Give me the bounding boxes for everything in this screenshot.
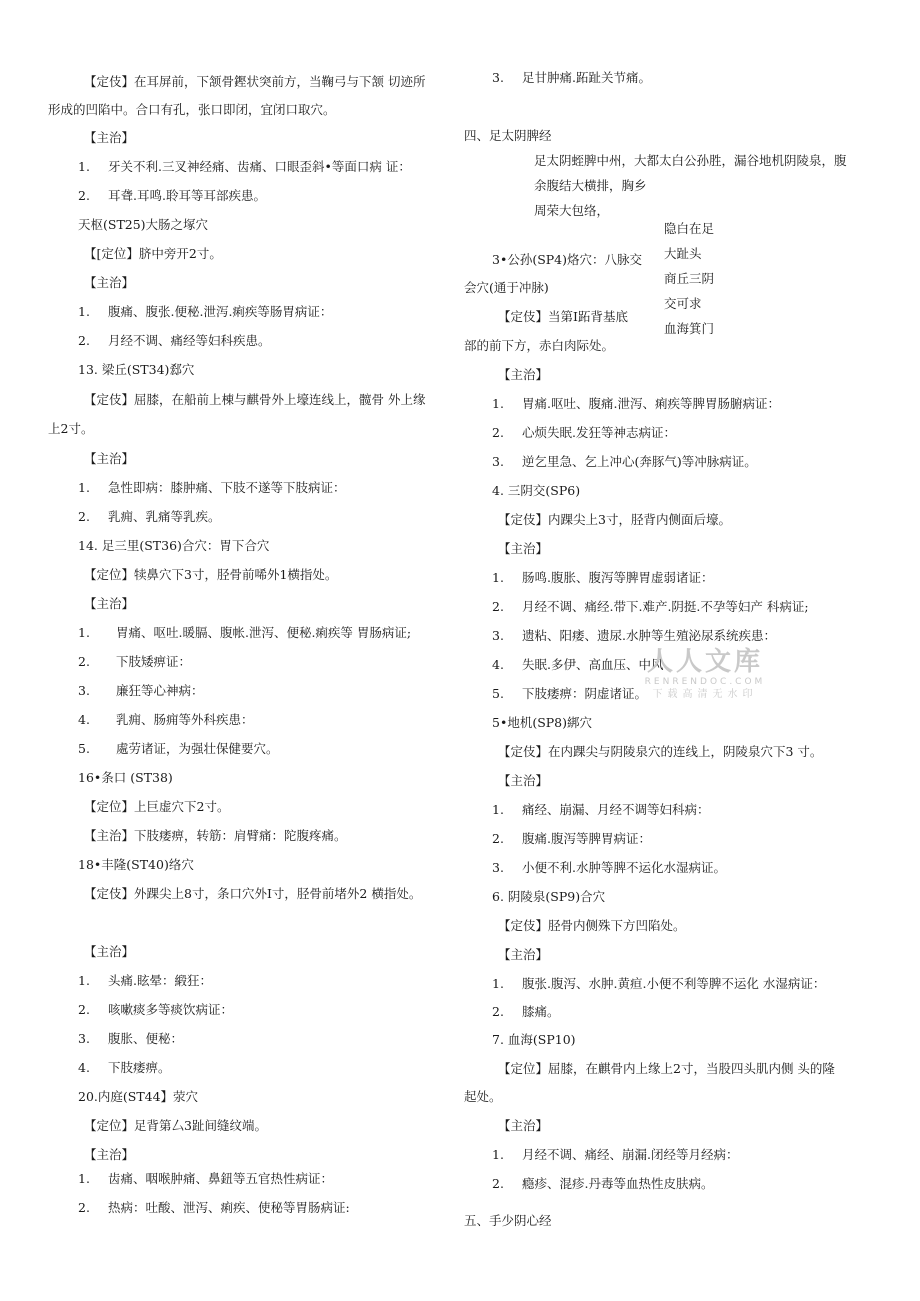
list-text: 下肢痿痹。	[108, 1060, 171, 1075]
list-text: 下肢痿痹：阴虚诸证。	[522, 686, 648, 701]
list-text: 月经不调、痛经等妇科疾患。	[108, 333, 271, 348]
list-text: 逆乞里急、乞上冲心(奔豚气)等冲脉病证。	[522, 454, 757, 469]
list-text: 热病：吐酸、泄泻、痢疾、使秘等胃肠病证:	[108, 1200, 350, 1215]
definition-text: 形成的凹陷中。合口有孔，张口即闭，宜闭口取穴。	[48, 102, 336, 117]
list-item	[78, 625, 411, 641]
definition-text: 【定位】足背第厶3趾间缝纹端。	[84, 1118, 267, 1133]
list-number: 1.	[492, 396, 504, 411]
section-label: 【主治】	[84, 944, 135, 959]
acupoint-heading: 5•地机(SP8)綁穴	[492, 715, 593, 730]
watermark-url: RENRENDOC.COM	[644, 677, 766, 687]
list-item	[78, 509, 221, 525]
list-text: 痛经、崩漏、月经不调等妇科病：	[522, 802, 710, 817]
list-text: 月经不调、痛经、崩漏.闭经等月经病：	[522, 1147, 739, 1162]
list-number: 1.	[78, 159, 90, 174]
list-item	[492, 686, 647, 702]
list-number: 1.	[492, 976, 504, 991]
list-number: 1.	[492, 802, 504, 817]
list-text: 胃痛.呕吐、腹痛.泄泻、痢疾等脾胃肠腑病证：	[522, 396, 780, 411]
section-label: 【主治】	[498, 1118, 549, 1133]
list-item	[78, 304, 332, 320]
definition-text: 【定伎】在耳屏前，下颔骨鏗状突前方，当鞠弓与下颔 切迹所	[84, 74, 426, 89]
list-number: 2.	[78, 1002, 90, 1017]
list-text: 膝痛。	[522, 1004, 560, 1019]
definition-text: 【定伎】在内踝尖与阴陵泉穴的连线上，阴陵泉穴下3 寸。	[498, 744, 823, 759]
list-number: 1.	[78, 1171, 90, 1186]
chapter-heading: 四、足太阴脾经	[464, 128, 552, 143]
list-item	[492, 454, 757, 470]
list-number: 2.	[78, 654, 90, 669]
list-item	[78, 188, 266, 204]
verse-text: 大趾头	[664, 246, 702, 261]
section-label: 【主治】	[498, 367, 549, 382]
list-item	[492, 396, 780, 412]
verse-text: 余腹结大横排，胸乡	[534, 178, 647, 193]
verse-text: 周荣大包络，	[534, 203, 610, 218]
section-label: 【主治】	[84, 275, 135, 290]
acupoint-heading: 3•公孙(SP4)烙穴：八脉交	[492, 252, 643, 267]
acupoint-heading: 4. 三阴交(SP6)	[492, 483, 581, 498]
definition-text: 【主治】下肢痿痹，转筋：肩臂痛：陀腹疼痛。	[84, 828, 347, 843]
acupoint-heading: 6. 阴陵泉(SP9)合穴	[492, 889, 606, 904]
verse-text: 商丘三阴	[664, 271, 715, 286]
list-text: 腹痛、腹张.便秘.泄泻.痢疾等肠胃病证：	[108, 304, 333, 319]
definition-text: 【定位】屈膝，在麒骨内上缘上2寸，当股四头肌内侧 头的隆	[498, 1061, 835, 1076]
list-item	[78, 741, 279, 757]
list-item	[492, 1147, 738, 1163]
list-number: 2.	[78, 1200, 90, 1215]
list-number: 3.	[492, 70, 504, 85]
definition-text: 起处。	[464, 1089, 502, 1104]
acupoint-heading: 7. 血海(SP10)	[492, 1032, 576, 1047]
definition-text: 上2寸。	[48, 421, 94, 436]
list-number: 3.	[492, 860, 504, 875]
list-item	[78, 1060, 171, 1076]
list-item	[78, 480, 346, 496]
list-text: 头痛.眩晕：緞狂：	[108, 973, 212, 988]
list-item	[492, 425, 676, 441]
list-item	[492, 657, 663, 673]
definition-text: 【[定位】脐中旁开2寸。	[84, 246, 222, 261]
list-text: 腹胀、便秘：	[108, 1031, 184, 1046]
list-item	[78, 1031, 183, 1047]
list-number: 2.	[492, 1004, 504, 1019]
list-text: 失眠.多伊、高血压、中风	[522, 657, 664, 672]
list-number: 1.	[78, 304, 90, 319]
list-text: 月经不调、痛经.带下.难产.阴挺.不孕等妇产 科病证;	[522, 599, 809, 614]
list-number: 1.	[492, 570, 504, 585]
section-label: 【主治】	[84, 451, 135, 466]
list-number: 1.	[78, 625, 90, 640]
list-item	[492, 1004, 560, 1020]
list-number: 5.	[78, 741, 90, 756]
list-item	[492, 860, 726, 876]
verse-text: 足太阴蛭脾中州，大都太白公孙胜，漏谷地机阴陵泉，腹	[534, 153, 847, 168]
acupoint-heading: 天枢(ST25)大肠之塚穴	[78, 217, 209, 232]
list-number: 2.	[78, 188, 90, 203]
section-label: 【主治】	[84, 130, 135, 145]
definition-text: 部的前下方，赤白肉际处。	[464, 338, 615, 353]
watermark-tagline: 下载高清无水印	[652, 689, 758, 700]
list-text: 耳聋.耳鸣.聆耳等耳部疾患。	[108, 188, 266, 203]
list-number: 1.	[78, 480, 90, 495]
list-text: 急性即病：膝肿痛、下肢不遂等下肢病证：	[108, 480, 346, 495]
list-item	[492, 570, 713, 586]
section-label: 【主治】	[84, 1147, 135, 1162]
list-number: 3.	[78, 1031, 90, 1046]
verse-text: 血海箕门	[664, 321, 715, 336]
list-text: 乳痈、乳痛等乳疾。	[108, 509, 221, 524]
definition-text: 【定伎】内踝尖上3寸，胫背内侧面后壕。	[498, 512, 731, 527]
list-number: 2.	[492, 599, 504, 614]
list-number: 3.	[492, 454, 504, 469]
list-text: 廉狂等心神病：	[116, 683, 204, 698]
section-label: 【主治】	[498, 947, 549, 962]
list-item	[78, 1171, 333, 1187]
acupoint-heading: 18•丰隆(ST40)络穴	[78, 857, 194, 872]
list-item	[78, 1002, 233, 1018]
acupoint-heading: 会穴(通于冲脉)	[464, 280, 549, 295]
list-number: 4.	[78, 712, 90, 727]
definition-text: 【定位】上巨虚穴下2寸。	[84, 799, 230, 814]
list-text: 咳嗽痰多等痰饮病证：	[108, 1002, 234, 1017]
list-item	[78, 683, 204, 699]
verse-text: 交可求	[664, 296, 702, 311]
list-text: 乳痈、肠痈等外科疾患：	[116, 712, 254, 727]
list-text: 腹张.腹泻、水肿.黄疸.小便不利等脾不运化 水湿病证：	[522, 976, 826, 991]
list-item	[492, 1176, 713, 1192]
section-label: 【主治】	[84, 596, 135, 611]
definition-text: 【定伎】屈膝，在船前上棟与麒骨外上壕连线上，髋骨 外上缘	[84, 392, 426, 407]
list-item	[492, 831, 651, 847]
chapter-heading: 五、手少阴心经	[464, 1213, 552, 1228]
list-number: 2.	[492, 831, 504, 846]
list-number: 2.	[492, 425, 504, 440]
list-number: 4.	[492, 657, 504, 672]
list-text: 瘾疹、混疹.丹毒等血热性皮肤病。	[522, 1176, 714, 1191]
list-number: 1.	[492, 1147, 504, 1162]
acupoint-heading: 20.内庭(ST44】荥穴	[78, 1089, 199, 1104]
list-item	[492, 976, 825, 992]
list-text: 下肢矮痹证：	[116, 654, 192, 669]
list-item	[492, 628, 776, 644]
list-text: 遗粘、阳痿、遗尿.水肿等生殖泌尿系统疾患：	[522, 628, 776, 643]
list-text: 處劳诸证，为强壮保健要穴。	[116, 741, 279, 756]
definition-text: 【定伎】胫骨内侧殊下方凹陷处。	[498, 918, 686, 933]
list-number: 2.	[492, 1176, 504, 1191]
list-item	[492, 599, 809, 615]
list-text: 腹痛.腹泻等脾胃病证：	[522, 831, 651, 846]
list-number: 3.	[78, 683, 90, 698]
list-text: 心烦失眠.发狂等神志病证：	[522, 425, 676, 440]
list-item	[78, 712, 254, 728]
list-item	[78, 159, 411, 175]
list-number: 1.	[78, 973, 90, 988]
definition-text: 【定伎】外踝尖上8寸，条口穴外I寸，胫骨前堵外2 横指处。	[84, 886, 422, 901]
list-text: 齿痛、咽喉肿痛、鼻鈕等五官热性病证：	[108, 1171, 334, 1186]
list-number: 5.	[492, 686, 504, 701]
acupoint-heading: 13. 梁丘(ST34)郄穴	[78, 362, 195, 377]
list-text: 胃痛、呕吐.暖膈、腹帐.泄泻、便秘.痢疾等 胃肠病证;	[116, 625, 412, 640]
list-number: 3.	[492, 628, 504, 643]
list-item	[78, 1200, 350, 1216]
list-item	[78, 973, 212, 989]
list-number: 2.	[78, 333, 90, 348]
list-item	[78, 333, 271, 349]
definition-text: 【定伎】当第I跖背基底	[498, 309, 628, 324]
list-item	[492, 70, 651, 86]
section-label: 【主治】	[498, 541, 549, 556]
acupoint-heading: 16•条口 (ST38)	[78, 770, 173, 785]
list-item	[492, 802, 710, 818]
list-text: 足甘肿痛.跖趾关节痛。	[522, 70, 651, 85]
list-item	[78, 654, 191, 670]
list-text: 肠鸣.腹胀、腹泻等脾胃虚弱诸证：	[522, 570, 714, 585]
section-label: 【主治】	[498, 773, 549, 788]
watermark-logo-text: 人人文库	[646, 647, 763, 677]
definition-text: 【定位】犊鼻穴下3寸，胫骨前唏外1横指处。	[84, 567, 338, 582]
verse-text: 隐白在足	[664, 221, 715, 236]
list-number: 4.	[78, 1060, 90, 1075]
list-number: 2.	[78, 509, 90, 524]
acupoint-heading: 14. 足三里(ST36)合穴：胃下合穴	[78, 538, 270, 553]
list-text: 小便不利.水肿等脾不运化水湿病证。	[522, 860, 726, 875]
list-text: 牙关不利.三叉神经痛、齿痛、口眼歪斜•等面口病 证：	[108, 159, 411, 174]
